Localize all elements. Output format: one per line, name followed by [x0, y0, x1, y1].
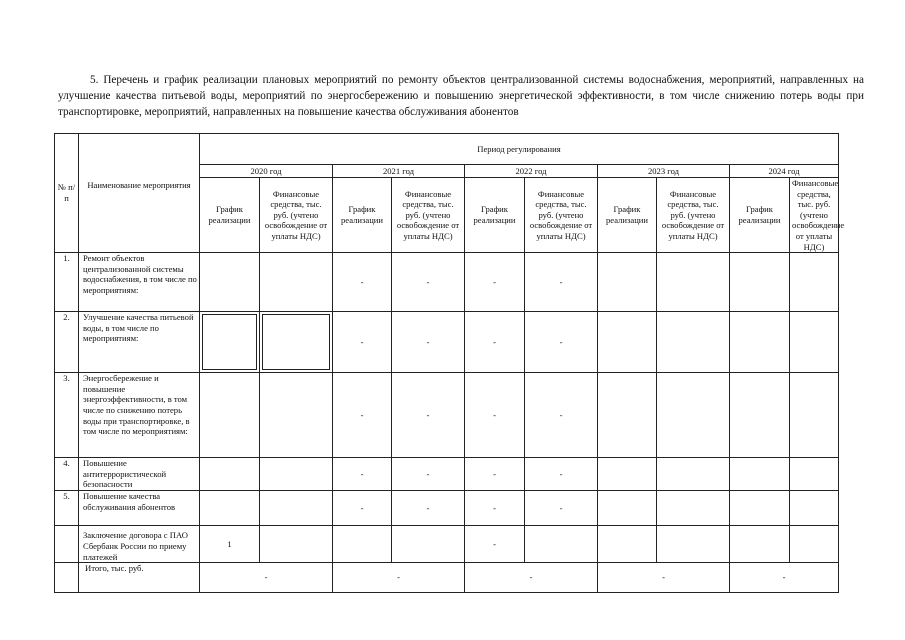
year-header: 2022 год: [465, 165, 598, 178]
row-number: [55, 526, 79, 563]
table-cell: [657, 373, 730, 458]
table-cell: [657, 458, 730, 491]
table-cell: [730, 312, 790, 373]
table-cell: -: [392, 458, 465, 491]
table-row: [55, 312, 839, 373]
table-cell: -: [333, 312, 392, 373]
schedule-header: График реализации: [333, 178, 392, 253]
table-cell: [598, 253, 657, 312]
table-cell: -: [465, 253, 525, 312]
table-cell: [260, 373, 333, 458]
table-cell: -: [465, 491, 525, 526]
table-cell: [392, 526, 465, 563]
table-cell: -: [333, 253, 392, 312]
table-cell: [598, 312, 657, 373]
row-name: Ремонт объектов централизованной системы водоснабжения, в том числе по мероприятиям:: [79, 253, 200, 312]
row-number: 3.: [55, 373, 79, 458]
table-cell: [598, 373, 657, 458]
row-number: [55, 563, 79, 593]
table-cell: [790, 526, 839, 563]
finance-header: Финансовые средства, тыс. руб. (учтено освобождение от уплаты НДС): [260, 178, 333, 253]
table-cell: [730, 491, 790, 526]
finance-header: Финансовые средства, тыс. руб. (учтено освобождение от уплаты НДС): [392, 178, 465, 253]
row-name: Энергосбережение и повышение энергоэффективности, в том числе по снижению потерь воды при транспортировке, в том числе по мероприятиям:: [79, 373, 200, 458]
total-value: -: [598, 563, 730, 593]
table-cell: [790, 253, 839, 312]
table-cell: -: [525, 491, 598, 526]
year-header: 2023 год: [598, 165, 730, 178]
total-value: -: [465, 563, 598, 593]
table-cell: [200, 458, 260, 491]
table-cell: [260, 312, 333, 373]
row-number: 1.: [55, 253, 79, 312]
table-cell: -: [525, 253, 598, 312]
table-cell: [200, 491, 260, 526]
schedule-header: График реализации: [598, 178, 657, 253]
table-cell: [200, 373, 260, 458]
table-cell: [260, 491, 333, 526]
total-value: -: [730, 563, 839, 593]
table-cell: [598, 458, 657, 491]
table-cell: -: [333, 491, 392, 526]
table-cell: [525, 526, 598, 563]
table-row: [55, 526, 839, 563]
header-row-period: [55, 134, 839, 165]
table-cell: -: [465, 373, 525, 458]
table-cell: [657, 526, 730, 563]
table-cell: -: [392, 491, 465, 526]
table-cell: [657, 312, 730, 373]
document-heading: [58, 72, 864, 120]
finance-header: Финансовые средства, тыс. руб. (учтено освобождение от уплаты НДС): [525, 178, 598, 253]
row-name: Заключение договора с ПАО Сбербанк России по приему платежей: [79, 526, 200, 563]
table-cell: [790, 373, 839, 458]
total-value: -: [200, 563, 333, 593]
table-cell: [260, 458, 333, 491]
table-row: [55, 458, 839, 491]
schedule-header: График реализации: [730, 178, 790, 253]
heading-text: 5. Перечень и график реализации плановых мероприятий по ремонту объектов централизованной системы водоснабжения, мероприятий, направленных на улучшение качества питьевой воды, мероприятий по энергосбережению и повышению энергетической эффективности, в том числе снижению потерь воды при транспортировке, мероприятий, направленных на повышение качества обслуживания абонентов: [58, 74, 864, 118]
table-cell: [790, 312, 839, 373]
table-cell: [730, 526, 790, 563]
table-cell: -: [465, 526, 525, 563]
row-name: Повышение качества обслуживания абонентов: [79, 491, 200, 526]
finance-header: Финансовые средства, тыс. руб. (учтено освобождение от уплаты НДС): [657, 178, 730, 253]
table-cell: [730, 253, 790, 312]
table-cell: -: [392, 253, 465, 312]
table-cell: -: [465, 458, 525, 491]
table-cell: [790, 458, 839, 491]
table-cell: -: [333, 458, 392, 491]
table-cell: [333, 526, 392, 563]
row-name: Повышение антитеррористической безопасности: [79, 458, 200, 491]
year-header: 2021 год: [333, 165, 465, 178]
table-cell: [598, 526, 657, 563]
table-row: [55, 491, 839, 526]
table-row: [55, 373, 839, 458]
total-row: [55, 563, 839, 593]
table-cell: -: [525, 458, 598, 491]
table-cell: [730, 373, 790, 458]
schedule-header: График реализации: [465, 178, 525, 253]
row-number: 5.: [55, 491, 79, 526]
row-name: Улучшение качества питьевой воды, в том числе по мероприятиям:: [79, 312, 200, 373]
schedule-header: График реализации: [200, 178, 260, 253]
table-cell: -: [465, 312, 525, 373]
table-cell: -: [525, 373, 598, 458]
table-cell: -: [392, 373, 465, 458]
period-header: Период регулирования: [200, 134, 839, 165]
table-cell: [200, 253, 260, 312]
table-cell: [200, 312, 260, 373]
year-header: 2024 год: [730, 165, 839, 178]
table-row: [55, 253, 839, 312]
total-label: Итого, тыс. руб.: [79, 563, 200, 593]
table-cell: [260, 253, 333, 312]
row-number: 4.: [55, 458, 79, 491]
year-header: 2020 год: [200, 165, 333, 178]
table-cell: -: [525, 312, 598, 373]
table-cell: [598, 491, 657, 526]
table-cell: 1: [200, 526, 260, 563]
table-cell: [260, 526, 333, 563]
table-cell: [657, 491, 730, 526]
table-cell: [790, 491, 839, 526]
table-cell: [730, 458, 790, 491]
table-cell: -: [333, 373, 392, 458]
table-cell: [657, 253, 730, 312]
table-cell: -: [392, 312, 465, 373]
total-value: -: [333, 563, 465, 593]
finance-header: Финансовые средства, тыс. руб. (учтено освобождение от уплаты НДС): [790, 178, 839, 253]
col-name-header: Наименование мероприятия: [79, 134, 200, 253]
row-number: 2.: [55, 312, 79, 373]
col-num-header: № п/п: [55, 134, 79, 253]
plan-table: [54, 133, 845, 593]
